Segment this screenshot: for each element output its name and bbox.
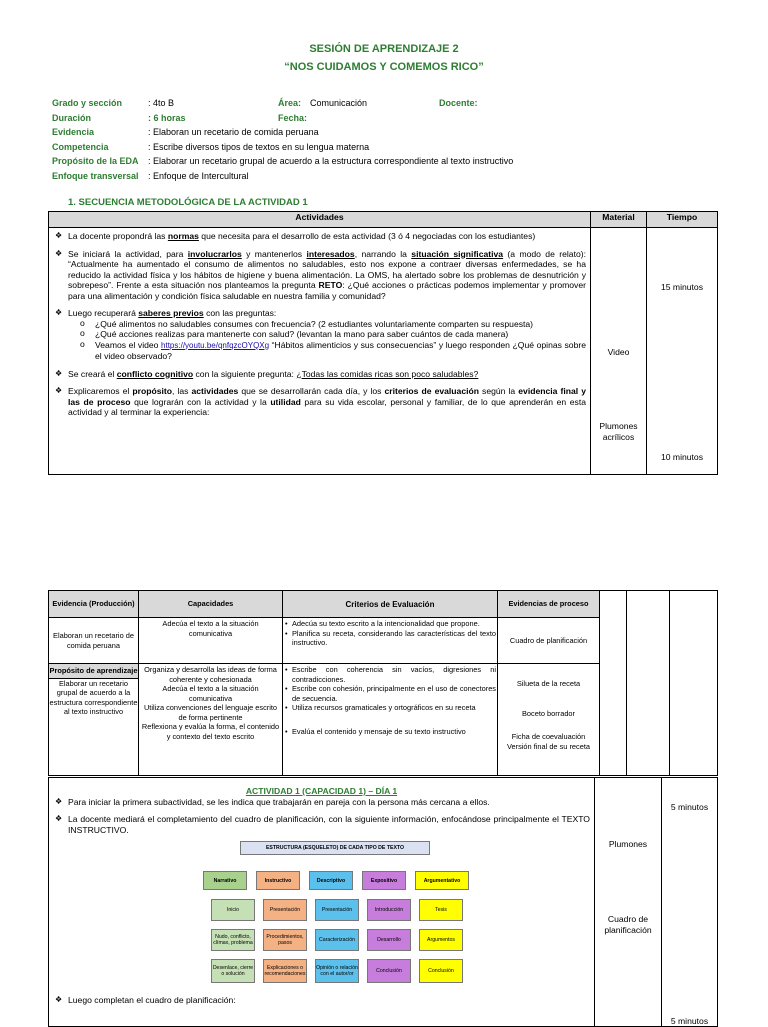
h-evidencias-proceso: Evidencias de proceso xyxy=(498,591,600,618)
enfoque-label: Enfoque transversal xyxy=(52,170,139,181)
duracion-label: Duración xyxy=(52,112,92,123)
diamond-bullet-icon: ❖ xyxy=(55,231,63,240)
activity1-table xyxy=(48,777,718,1027)
paragraph-proposito: ❖ Explicaremos el propósito, las actividades que se desarrollarán cada día, y los criterios de evaluación según la evidencia final y las de proceso que lograrán con la actividad y la utilidad para su vida escolar, personal y familiar, de lo que aprenderán en esta actividad y al terminar la experiencia: xyxy=(55,386,586,417)
col-material: Material xyxy=(591,212,647,228)
argumentativo-2: Argumentos xyxy=(419,929,463,951)
time-cell xyxy=(647,228,718,475)
header-expositivo: Expositivo xyxy=(362,871,406,890)
docente-label: Docente: xyxy=(439,98,478,108)
session-subtitle: “NOS CUIDAMOS Y COMEMOS RICO” xyxy=(284,61,484,73)
activity1-p3: ❖ Luego completan el cuadro de planificación: xyxy=(55,995,236,1005)
capacidades-list: Organiza y desarrolla las ideas de forma coherente y cohesionada Adecúa el texto a la situación comunicativa Utiliza convenciones del lenguaje escrito de forma pertinente Reflexiona y evalúa la forma, el contenido y contexto del texto escrito xyxy=(139,664,283,776)
material-video: Video xyxy=(607,347,630,357)
evidencias-proceso-2: Silueta de la receta Boceto borrador Ficha de coevaluación Versión final de su receta xyxy=(498,664,600,776)
competencia-value: : Escribe diversos tipos de textos en su lengua materna xyxy=(148,141,370,152)
criterios-2: • Escribe con coherencia sin vacíos, digresiones ni contradicciones. • Escribe con cohesión, principalmente en el uso de conectores de secuencia. • Utiliza recursos gramaticales y ortográficos en su receta • Evalúa el contenido y mensaje de su texto instructivo xyxy=(283,664,498,776)
activity1-material-cell xyxy=(595,778,662,1027)
h-evidencia: Evidencia (Producción) xyxy=(49,591,139,618)
empty-col-3 xyxy=(670,591,718,776)
empty-col-2 xyxy=(627,591,670,776)
material-plumones-2: Plumones xyxy=(608,839,648,849)
area-value: Comunicación xyxy=(310,98,368,108)
area-label: Área: xyxy=(278,98,302,108)
material-cuadro: Cuadro de planificación xyxy=(604,914,652,935)
grado-value: : 4to B xyxy=(148,98,175,108)
video-link[interactable]: https://youtu.be/qnfqzcOYQXg xyxy=(161,340,270,350)
col-actividades: Actividades xyxy=(49,212,591,228)
proposito-text: Elaborar un recetario grupal de acuerdo a la estructura correspondiente al texto instructivo xyxy=(49,678,138,716)
paragraph-situacion: ❖ Se iniciará la actividad, para involucrarlos y mantenerlos interesados, narrando la situación significativa (a modo de relato): “Actualmente ha aumentado el consumo de alimentos no saludables, esto nos expone a contraer diversas enfermedades, se ha reducido la actividad física y los hábitos de higiene y buena alimentación. La OMS, ha alertado sobre los problemas de desnutrición y sobrepeso”. Frente a esta situación nos planteamos la pregunta RETO: ¿Qué acciones o prácticas podemos implementar y promover para una alimentación y condición física saludable en nuestra familia y comunidad? xyxy=(55,248,586,301)
activity1-p2: ❖ La docente mediará el completamiento del cuadro de planificación, con la siguiente información, enfocándose principalmente el TEXTO INSTRUCTIVO. xyxy=(55,814,590,835)
activities-cell xyxy=(49,228,591,475)
header-argumentativo: Argumentativo xyxy=(415,871,469,890)
proposito-value: : Elaborar un recetario grupal de acuerdo a la estructura correspondiente al texto instructivo xyxy=(148,156,514,167)
proposito-label: Propósito de la EDA xyxy=(52,156,139,167)
proposito-cell xyxy=(49,664,139,776)
narrativo-1: Inicio xyxy=(211,899,255,921)
capacidad-1: Adecúa el texto a la situación comunicativa xyxy=(139,618,283,664)
evidencia-value: : Elaboran un recetario de comida peruana xyxy=(148,127,319,138)
narrativo-2: Nudo, conflicto, clímax, problema xyxy=(211,929,255,951)
criterios-1: • Adecúa su texto escrito a la intencionalidad que propone. • Planifica su receta, considerando las características del texto instructivo. xyxy=(283,618,498,664)
section-heading: 1. SECUENCIA METODOLÓGICA DE LA ACTIVIDAD 1 xyxy=(68,197,308,208)
diamond-bullet-icon: ❖ xyxy=(55,814,63,823)
descriptivo-2: Caracterización xyxy=(315,929,359,951)
expositivo-1: Introducción xyxy=(367,899,411,921)
activity1-p1: ❖ Para iniciar la primera subactividad, se les indica que trabajarán en pareja con la persona más cercana a ellos. xyxy=(55,796,490,807)
evidencia-proceso-1: Cuadro de planificación xyxy=(498,618,600,664)
time-15: 15 minutos xyxy=(660,282,704,292)
instructivo-2: Procedimientos, pasos xyxy=(263,929,307,951)
paragraph-conflicto: ❖ Se creará el conflicto cognitivo con la siguiente pregunta: ¿Todas las comidas ricas son poco saludables? xyxy=(55,368,479,379)
paragraph-saberes: ❖ Luego recuperará saberes previos con las preguntas: xyxy=(55,308,277,318)
header-instructivo: Instructivo xyxy=(256,871,300,890)
header-narrativo: Narrativo xyxy=(203,871,247,890)
session-title: SESIÓN DE APRENDIZAJE 2 xyxy=(309,43,459,55)
question-1: o ¿Qué alimentos no saludables consumes con frecuencia? (2 estudiantes voluntariamente comparten su respuesta) xyxy=(80,317,534,329)
activity1-time-cell xyxy=(662,778,718,1027)
col-tiempo: Tiempo xyxy=(647,212,718,228)
expositivo-2: Desarrollo xyxy=(367,929,411,951)
grado-label: Grado y sección xyxy=(52,98,123,108)
time-5b: 5 minutos xyxy=(670,1016,709,1026)
evidencia-text: Elaboran un recetario de comida peruana xyxy=(49,618,139,664)
h-criterios: Criterios de Evaluación xyxy=(283,591,498,618)
diamond-bullet-icon: ❖ xyxy=(55,386,63,395)
sequence-table xyxy=(48,211,718,475)
argumentativo-1: Tesis xyxy=(419,899,463,921)
time-5a: 5 minutos xyxy=(670,802,709,812)
activity1-title: ACTIVIDAD 1 (CAPACIDAD 1) – DÍA 1 xyxy=(245,786,398,796)
question-3: o Veamos el video https://youtu.be/qnfqzcOYQXg “Hábitos alimenticios y sus consecuencias” y luego responden ¿Qué opinas sobre el video observado? xyxy=(80,338,586,361)
diamond-bullet-icon: ❖ xyxy=(55,308,63,317)
narrativo-3: Desenlace, cierre o solución xyxy=(211,959,255,983)
expositivo-3: Conclusión xyxy=(367,959,411,983)
instructivo-1: Presentación xyxy=(263,899,307,921)
diamond-bullet-icon: ❖ xyxy=(55,368,63,378)
empty-col-1 xyxy=(600,591,627,776)
activity1-cell xyxy=(49,778,595,1027)
fecha-label: Fecha: xyxy=(278,112,308,123)
time-10: 10 minutos xyxy=(660,452,704,462)
diamond-bullet-icon: ❖ xyxy=(55,248,63,258)
descriptivo-1: Presentación xyxy=(315,899,359,921)
paragraph-normas: ❖ La docente propondrá las normas que necesita para el desarrollo de esta actividad (3 ó 4 negociadas con los estudiantes) xyxy=(55,231,536,241)
header-descriptivo: Descriptivo xyxy=(309,871,353,890)
enfoque-value: : Enfoque de Intercultural xyxy=(148,170,249,181)
material-plumones: Plumones acrílicos xyxy=(599,421,638,442)
duracion-value: : 6 horas xyxy=(148,112,186,123)
evidencia-label: Evidencia xyxy=(52,127,95,138)
question-2: o ¿Qué acciones realizas para mantenerte con salud? (levantan la mano para saber cuántos de cada manera) xyxy=(80,328,509,339)
material-cell xyxy=(591,228,647,475)
proposito-label: Propósito de aprendizaje xyxy=(49,664,138,679)
diagram-title: ESTRUCTURA (ESQUELETO) DE CADA TIPO DE TEXTO xyxy=(240,841,430,855)
text-structure-diagram xyxy=(203,841,503,991)
descriptivo-3: Opinión o relación con el autor/or xyxy=(315,959,359,983)
argumentativo-3: Conclusión xyxy=(419,959,463,983)
evaluation-table xyxy=(48,590,718,776)
diamond-bullet-icon: ❖ xyxy=(55,995,63,1004)
h-capacidades: Capacidades xyxy=(139,591,283,618)
competencia-label: Competencia xyxy=(52,141,109,152)
diamond-bullet-icon: ❖ xyxy=(55,796,63,806)
instructivo-3: Explicaciones o recomendaciones xyxy=(263,959,307,983)
